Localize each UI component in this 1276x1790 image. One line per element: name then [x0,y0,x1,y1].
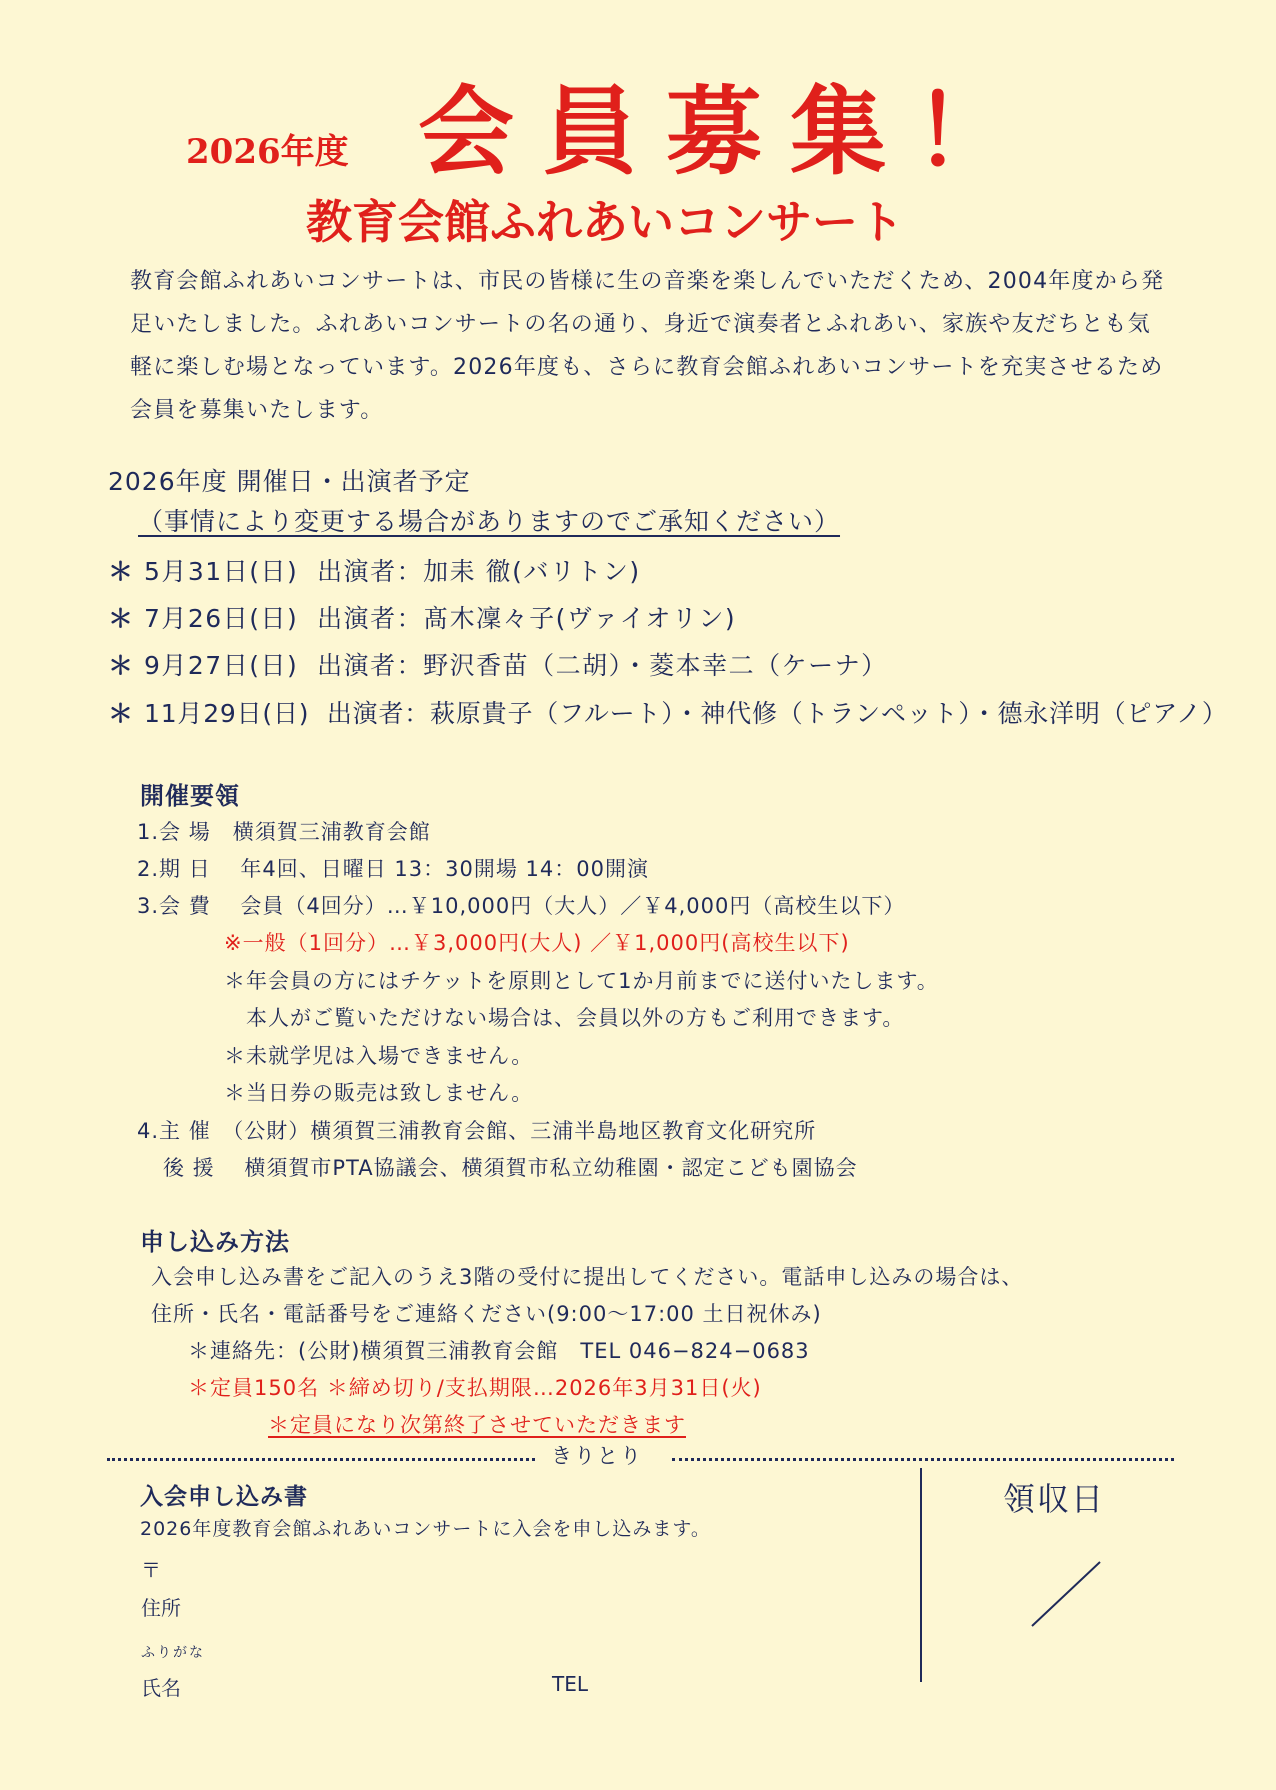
receipt-divider [920,1468,922,1682]
fee-line: 3.会 費 会員（4回分）…￥10,000円（大人）／￥4,000円（高校生以下） [137,894,906,918]
intro-paragraph: 教育会館ふれあいコンサートは、市民の皆様に生の音楽を楽しんでいただくため、2004年度から発足いたしました。ふれあいコンサートの名の通り、身近で演奏者とふれあい、家族や友だちとも気軽に楽しむ場となっています。2026年度も、さらに教育会館ふれあいコンサートを充実させるため会員を募集いたします。 [130,269,1165,423]
concert-item [108,694,1228,730]
guidelines-heading: 開催要領 [140,782,240,810]
apply-line-2: 住所・氏名・電話番号をご連絡ください(9:00～17:00 土日祝休み) [151,1302,822,1326]
concert-performers: 出演者：髙木凜々子(ヴァイオリン) [317,604,737,633]
cut-line-left [107,1458,535,1461]
page-title: 会員募集！ [418,75,1038,188]
year-label: 2026年度 [186,132,349,172]
name-label[interactable]: 氏名 [141,1676,181,1700]
contact-line: ＊連絡先：(公財)横須賀三浦教育会館 TEL 046−824−0683 [188,1339,810,1363]
schedule-heading: 2026年度 開催日・出演者予定 [108,467,471,496]
concert-item [108,552,641,588]
receipt-date-label: 領収日 [1003,1480,1106,1518]
asterisk-marker: ＊ [108,699,134,728]
furigana-label: ふりがな [141,1645,205,1661]
deadline-line: ＊定員150名 ＊締め切り/支払期限…2026年3月31日(火) [188,1376,762,1400]
concert-date: 9月27日(日) [144,651,299,680]
cut-line-label: きりとり [551,1444,643,1468]
venue-line: 1.会 場 横須賀三浦教育会館 [137,820,431,844]
address-label[interactable]: 住所 [141,1596,181,1620]
concert-performers: 出演者：野沢香苗（二胡）・菱本幸二（ケーナ） [317,651,888,680]
page-subtitle: 教育会館ふれあいコンサート [306,195,904,249]
apply-heading: 申し込み方法 [140,1228,290,1256]
capacity-end-note: ＊定員になり次第終了させていただきます [268,1413,686,1437]
concert-date: 5月31日(日) [144,557,299,586]
cut-line-right [672,1458,1174,1461]
concert-item [108,599,736,635]
preschool-note: ＊未就学児は入場できません。 [224,1044,534,1068]
dates-line: 2.期 日 年4回、日曜日 13：30開場 14：00開演 [137,857,649,881]
concert-performers: 出演者：萩原貴子（フルート）・神代修（トランペット）・德永洋明（ピアノ） [326,699,1228,728]
same-day-note: ＊当日券の販売は致しません。 [224,1081,534,1105]
concert-date: 11月29日(日) [144,699,310,728]
member-ticket-note-2: 本人がご覧いただけない場合は、会員以外の方もご利用できます。 [246,1006,905,1030]
asterisk-marker: ＊ [108,651,135,680]
concert-item [108,646,888,682]
concert-performers: 出演者：加耒 徹(バリトン) [317,557,641,586]
asterisk-marker: ＊ [108,604,135,633]
postal-code-label[interactable]: 〒 [141,1558,161,1582]
receipt-date-slash [1028,1558,1104,1630]
tel-label[interactable]: TEL [552,1672,588,1696]
organizer-line: 4.主 催 （公財）横須賀三浦教育会館、三浦半島地区教育文化研究所 [137,1119,817,1143]
apply-line-1: 入会申し込み書をご記入のうえ3階の受付に提出してください。電話申し込みの場合は、 [151,1265,1024,1289]
schedule-note: （事情により変更する場合がありますのでご承知ください） [138,507,841,536]
general-fee-line: ※一般（1回分）…￥3,000円(大人) ／￥1,000円(高校生以下) [224,931,850,955]
member-ticket-note: ＊年会員の方にはチケットを原則として1か月前までに送付いたします。 [224,969,939,993]
supporter-line: 後 援 横須賀市PTA協議会、横須賀市私立幼稚園・認定こども園協会 [163,1156,858,1180]
form-description: 2026年度教育会館ふれあいコンサートに入会を申し込みます。 [140,1518,711,1540]
form-title: 入会申し込み書 [140,1484,308,1510]
concert-date: 7月26日(日) [144,604,299,633]
asterisk-marker: ＊ [108,557,135,586]
